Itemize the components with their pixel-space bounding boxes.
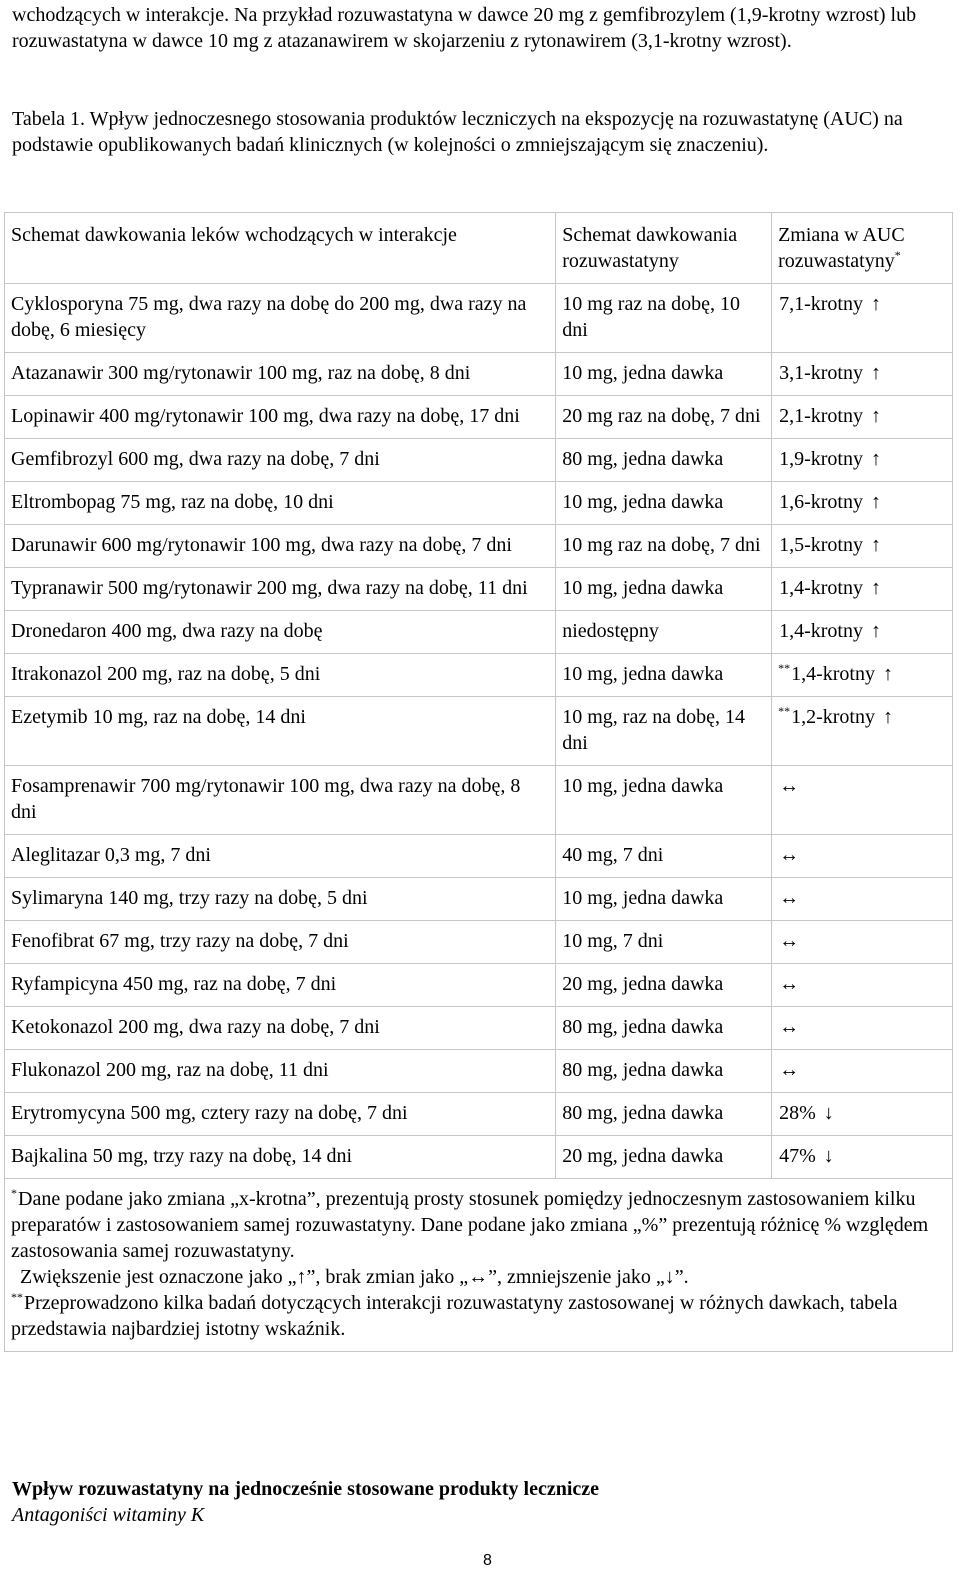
rosuvastatin-dose-cell: 10 mg, jedna dawka bbox=[556, 353, 772, 396]
drug-regimen-cell: Bajkalina 50 mg, trzy razy na dobę, 14 dni bbox=[5, 1136, 556, 1179]
page-number: 8 bbox=[483, 1552, 492, 1569]
footnotes-row bbox=[5, 1179, 953, 1352]
arrow-both-icon: ↔ bbox=[779, 775, 800, 797]
arrow-up-icon: ↑ bbox=[296, 1266, 307, 1288]
auc-change-value: 2,1-krotny bbox=[779, 405, 863, 427]
arrow-up-icon: ↑ bbox=[870, 534, 881, 556]
arrow-up-icon: ↑ bbox=[882, 663, 893, 685]
rosuvastatin-dose-cell: 80 mg, jedna dawka bbox=[556, 1050, 772, 1093]
footnote-1-marker: * bbox=[11, 1186, 17, 1200]
arrow-up-icon: ↑ bbox=[870, 293, 881, 315]
rosuvastatin-dose-cell: niedostępny bbox=[556, 611, 772, 654]
drug-regimen-cell: Darunawir 600 mg/rytonawir 100 mg, dwa razy na dobę, 7 dni bbox=[5, 525, 556, 568]
interaction-table bbox=[4, 212, 953, 1352]
arrow-both-icon: ↔ bbox=[779, 844, 800, 866]
section-heading: Wpływ rozuwastatyny na jednocześnie stosowane produkty lecznicze bbox=[12, 1478, 600, 1500]
drug-regimen-cell: Erytromycyna 500 mg, cztery razy na dobę, 7 dni bbox=[5, 1093, 556, 1136]
table-row bbox=[5, 697, 953, 766]
auc-change-cell bbox=[772, 1007, 953, 1050]
auc-change-value: 1,2-krotny bbox=[791, 706, 875, 728]
arrow-down-icon: ↓ bbox=[664, 1266, 675, 1288]
arrow-both-icon: ↔ bbox=[779, 887, 800, 909]
auc-change-value: 3,1-krotny bbox=[779, 362, 863, 384]
auc-change-value: 47% bbox=[779, 1145, 816, 1167]
table-row bbox=[5, 396, 953, 439]
table-row bbox=[5, 654, 953, 697]
auc-change-cell bbox=[772, 964, 953, 1007]
table-row bbox=[5, 284, 953, 353]
arrow-up-icon: ↑ bbox=[870, 620, 881, 642]
rosuvastatin-dose-cell: 80 mg, jedna dawka bbox=[556, 1007, 772, 1050]
footnote-marker: ** bbox=[778, 704, 791, 718]
auc-change-value: 1,9-krotny bbox=[779, 448, 863, 470]
auc-change-cell bbox=[772, 396, 953, 439]
drug-regimen-cell: Fenofibrat 67 mg, trzy razy na dobę, 7 dni bbox=[5, 921, 556, 964]
table-row bbox=[5, 525, 953, 568]
rosuvastatin-dose-cell: 40 mg, 7 dni bbox=[556, 835, 772, 878]
drug-regimen-cell: Eltrombopag 75 mg, raz na dobę, 10 dni bbox=[5, 482, 556, 525]
table-caption: Tabela 1. Wpływ jednoczesnego stosowania produktów leczniczych na ekspozycję na rozuwastatynę (AUC) na podstawie opublikowanych badań klinicznych (w kolejności o zmniejszającym się znaczeniu). bbox=[12, 108, 903, 156]
footnote-2-marker: ** bbox=[11, 1290, 23, 1304]
arrow-down-icon: ↓ bbox=[823, 1145, 834, 1167]
auc-change-cell bbox=[772, 1093, 953, 1136]
arrow-both-icon: ↔ bbox=[779, 930, 800, 952]
rosuvastatin-dose-cell: 10 mg, jedna dawka bbox=[556, 878, 772, 921]
rosuvastatin-dose-cell: 80 mg, jedna dawka bbox=[556, 1093, 772, 1136]
drug-regimen-cell: Typranawir 500 mg/rytonawir 200 mg, dwa razy na dobę, 11 dni bbox=[5, 568, 556, 611]
drug-regimen-cell: Gemfibrozyl 600 mg, dwa razy na dobę, 7 dni bbox=[5, 439, 556, 482]
rosuvastatin-dose-cell: 80 mg, jedna dawka bbox=[556, 439, 772, 482]
table-row bbox=[5, 611, 953, 654]
footnote-1-text: Dane podane jako zmiana „x-krotna”, prezentują prosty stosunek pomiędzy jednoczesnym zastosowaniem kilku preparatów i zastosowaniem samej rozuwastatyny. Dane podane jako zmiana „%” prezentują różnicę % względem zastosowania samej rozuwastatyny. bbox=[11, 1188, 929, 1262]
intro-paragraph: wchodzących w interakcje. Na przykład rozuwastatyna w dawce 20 mg z gemfibrozylem (1,9-krotny wzrost) lub rozuwastatyna w dawce 10 mg z atazanawirem w skojarzeniu z rytonawirem (3,1-krotny wzrost). bbox=[12, 4, 917, 52]
arrow-up-icon: ↑ bbox=[870, 491, 881, 513]
auc-change-cell bbox=[772, 766, 953, 835]
drug-regimen-cell: Cyklosporyna 75 mg, dwa razy na dobę do 200 mg, dwa razy na dobę, 6 miesięcy bbox=[5, 284, 556, 353]
arrow-both-icon: ↔ bbox=[779, 1016, 800, 1038]
auc-change-value: 1,5-krotny bbox=[779, 534, 863, 556]
footnote-1-legend: Zwiększenie jest oznaczone jako „↑”, brak zmian jako „↔”, zmniejszenie jako „↓”. bbox=[20, 1266, 689, 1288]
auc-change-cell bbox=[772, 878, 953, 921]
rosuvastatin-dose-cell: 10 mg raz na dobę, 7 dni bbox=[556, 525, 772, 568]
table-row bbox=[5, 353, 953, 396]
arrow-both-icon: ↔ bbox=[779, 1059, 800, 1081]
arrow-both-icon: ↔ bbox=[779, 973, 800, 995]
table-row bbox=[5, 1136, 953, 1179]
auc-change-value: 1,4-krotny bbox=[791, 663, 875, 685]
auc-change-cell bbox=[772, 482, 953, 525]
drug-regimen-cell: Ryfampicyna 450 mg, raz na dobę, 7 dni bbox=[5, 964, 556, 1007]
drug-regimen-cell: Flukonazol 200 mg, raz na dobę, 11 dni bbox=[5, 1050, 556, 1093]
arrow-up-icon: ↑ bbox=[870, 362, 881, 384]
drug-regimen-cell: Dronedaron 400 mg, dwa razy na dobę bbox=[5, 611, 556, 654]
table-row bbox=[5, 921, 953, 964]
rosuvastatin-dose-cell: 10 mg, jedna dawka bbox=[556, 482, 772, 525]
rosuvastatin-dose-cell: 20 mg, jedna dawka bbox=[556, 964, 772, 1007]
footnote-marker: ** bbox=[778, 661, 791, 675]
footnotes-cell bbox=[5, 1179, 953, 1352]
auc-change-cell bbox=[772, 921, 953, 964]
table-row bbox=[5, 1093, 953, 1136]
rosuvastatin-dose-cell: 10 mg, raz na dobę, 14 dni bbox=[556, 697, 772, 766]
footnote-2-text: Przeprowadzono kilka badań dotyczących interakcji rozuwastatyny zastosowanej w różnych dawkach, tabela przedstawia najbardziej istotny wskaźnik. bbox=[11, 1292, 898, 1340]
arrow-up-icon: ↑ bbox=[870, 448, 881, 470]
table-row bbox=[5, 1007, 953, 1050]
auc-change-cell bbox=[772, 353, 953, 396]
drug-regimen-cell: Fosamprenawir 700 mg/rytonawir 100 mg, dwa razy na dobę, 8 dni bbox=[5, 766, 556, 835]
table-row bbox=[5, 439, 953, 482]
table-row bbox=[5, 482, 953, 525]
rosuvastatin-dose-cell: 10 mg, jedna dawka bbox=[556, 654, 772, 697]
auc-change-value: 1,4-krotny bbox=[779, 577, 863, 599]
table-header-row bbox=[5, 213, 953, 284]
drug-regimen-cell: Aleglitazar 0,3 mg, 7 dni bbox=[5, 835, 556, 878]
drug-regimen-cell: Ezetymib 10 mg, raz na dobę, 14 dni bbox=[5, 697, 556, 766]
table-row bbox=[5, 835, 953, 878]
footnote-marker: * bbox=[894, 248, 901, 262]
table-row bbox=[5, 878, 953, 921]
header-cell-rosuvastatin-regimen: Schemat dawkowania rozuwastatyny bbox=[556, 213, 772, 284]
subsection-heading: Antagoniści witaminy K bbox=[12, 1504, 205, 1526]
auc-change-value: 7,1-krotny bbox=[779, 293, 863, 315]
drug-regimen-cell: Lopinawir 400 mg/rytonawir 100 mg, dwa razy na dobę, 17 dni bbox=[5, 396, 556, 439]
arrow-both-icon: ↔ bbox=[468, 1266, 489, 1288]
auc-change-cell bbox=[772, 439, 953, 482]
auc-change-cell bbox=[772, 654, 953, 697]
footnote-2 bbox=[11, 1290, 946, 1342]
rosuvastatin-dose-cell: 10 mg raz na dobę, 10 dni bbox=[556, 284, 772, 353]
arrow-up-icon: ↑ bbox=[870, 577, 881, 599]
auc-change-cell bbox=[772, 1136, 953, 1179]
auc-change-cell bbox=[772, 568, 953, 611]
drug-regimen-cell: Ketokonazol 200 mg, dwa razy na dobę, 7 dni bbox=[5, 1007, 556, 1050]
arrow-up-icon: ↑ bbox=[870, 405, 881, 427]
footnote-1 bbox=[11, 1186, 946, 1264]
auc-change-value: 1,6-krotny bbox=[779, 491, 863, 513]
auc-change-cell bbox=[772, 284, 953, 353]
table-row bbox=[5, 568, 953, 611]
auc-change-cell bbox=[772, 611, 953, 654]
rosuvastatin-dose-cell: 20 mg, jedna dawka bbox=[556, 1136, 772, 1179]
rosuvastatin-dose-cell: 10 mg, jedna dawka bbox=[556, 766, 772, 835]
drug-regimen-cell: Atazanawir 300 mg/rytonawir 100 mg, raz na dobę, 8 dni bbox=[5, 353, 556, 396]
drug-regimen-cell: Sylimaryna 140 mg, trzy razy na dobę, 5 dni bbox=[5, 878, 556, 921]
table-row bbox=[5, 964, 953, 1007]
auc-change-cell bbox=[772, 525, 953, 568]
auc-change-cell bbox=[772, 1050, 953, 1093]
rosuvastatin-dose-cell: 10 mg, 7 dni bbox=[556, 921, 772, 964]
header-cell-drug-regimen: Schemat dawkowania leków wchodzących w interakcje bbox=[5, 213, 556, 284]
drug-regimen-cell: Itrakonazol 200 mg, raz na dobę, 5 dni bbox=[5, 654, 556, 697]
arrow-down-icon: ↓ bbox=[823, 1102, 834, 1124]
auc-change-value: 28% bbox=[779, 1102, 816, 1124]
auc-change-cell bbox=[772, 835, 953, 878]
auc-change-cell bbox=[772, 697, 953, 766]
rosuvastatin-dose-cell: 20 mg raz na dobę, 7 dni bbox=[556, 396, 772, 439]
arrow-up-icon: ↑ bbox=[882, 706, 893, 728]
auc-change-value: 1,4-krotny bbox=[779, 620, 863, 642]
rosuvastatin-dose-cell: 10 mg, jedna dawka bbox=[556, 568, 772, 611]
table-row bbox=[5, 1050, 953, 1093]
header-cell-auc-change: Zmiana w AUC rozuwastatyny* bbox=[772, 213, 953, 284]
table-row bbox=[5, 766, 953, 835]
